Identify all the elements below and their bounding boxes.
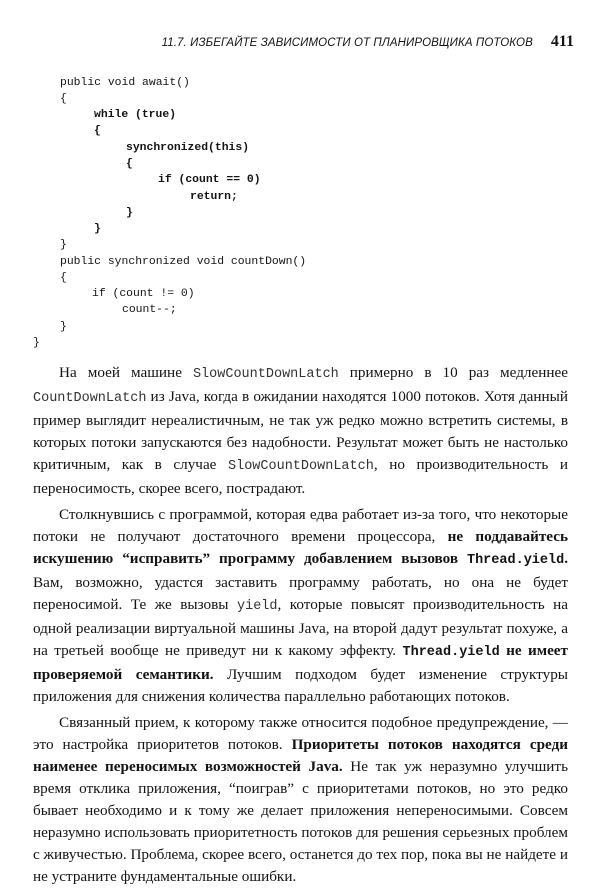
code-line: while (true) xyxy=(94,109,177,121)
code-line: { xyxy=(94,125,101,137)
code-line: if (count == 0) xyxy=(158,174,261,186)
inline-code: Thread.yield xyxy=(402,645,500,660)
code-line: { xyxy=(60,272,67,284)
code-line: public void await() xyxy=(60,77,190,89)
code-line: } xyxy=(60,321,67,333)
body-text xyxy=(33,362,568,888)
inline-code: Thread.yield xyxy=(466,553,565,568)
inline-code: yield xyxy=(237,599,278,614)
code-line: count--; xyxy=(122,304,177,316)
code-line: if (count != 0) xyxy=(92,288,195,300)
inline-code: CountDownLatch xyxy=(33,391,147,406)
running-title: 11.7. ИЗБЕГАЙТЕ ЗАВИСИМОСТИ ОТ ПЛАНИРОВЩИКА ПОТОКОВ xyxy=(161,37,533,49)
code-line: } xyxy=(33,337,40,349)
emphasis: не имеет проверяемой семантики. xyxy=(33,642,569,683)
code-line: } xyxy=(94,223,101,235)
paragraph: На моей машине SlowCountDownLatch примерно в 10 раз медленнее CountDownLatch из Java, когда в ожидании находятся 1000 потоков. Хотя данный пример выглядит нереалистичным, не так уж редко можно встретить системы, в которых потоки запускаются без надобности. Результат может быть не настолько критичным, как в случае SlowCountDownLatch, но производительность и переносимость, скорее всего, пострадают. xyxy=(33,364,568,497)
code-line: return; xyxy=(190,191,238,203)
emphasis: не поддавайтесь искушению “исправить” программу добавлением вызовов xyxy=(33,528,569,567)
page-number: 411 xyxy=(550,33,574,50)
code-line: public synchronized void countDown() xyxy=(60,256,307,268)
code-line: synchronized(this) xyxy=(126,142,250,154)
paragraph: Столкнувшись с программой, которая едва работает из-за того, что некоторые потоки не получают достаточного времени процессора, не поддавайтесь искушению “исправить” программу добавлением вызовов Thread.yield. Вам, возможно, удастся заставить программу работать, но она не будет переносимой. Те же вызовы yield, которые повысят производительность на одной реализации виртуальной машины Java, на второй дадут результат похуже, а на третьей вообще не приведут ни к какому эффекту. Thread.yield не имеет проверяемой семантики. Лучшим подходом будет изменение структуры приложения для снижения количества параллельно работающих потоков. xyxy=(33,506,569,705)
code-line: { xyxy=(60,93,67,105)
emphasis: Приоритеты потоков находятся среди наименее переносимых возможностей Java. xyxy=(33,736,569,775)
running-head xyxy=(0,33,574,52)
inline-code: SlowCountDownLatch xyxy=(228,459,374,474)
inline-code: SlowCountDownLatch xyxy=(192,367,339,382)
paragraph: Связанный прием, к которому также относится подобное предупреждение, — это настройка приоритетов потоков. Приоритеты потоков находятся среди наименее переносимых возможностей Java. Не так уж неразумно улучшить время отклика приложения, “поиграв” с приоритетами потоков, но это редко бывает необходимо и к тому же делает приложения непереносимыми. Совсем неразумно использовать приоритетность потоков для решения серьезных проблем с живучестью. Проблема, скорее всего, останется до тех пор, пока вы не найдете и не устраните фундаментальные ошибки. xyxy=(33,714,569,885)
code-line: } xyxy=(60,239,67,251)
code-line: { xyxy=(126,158,133,170)
code-line: } xyxy=(126,207,133,219)
